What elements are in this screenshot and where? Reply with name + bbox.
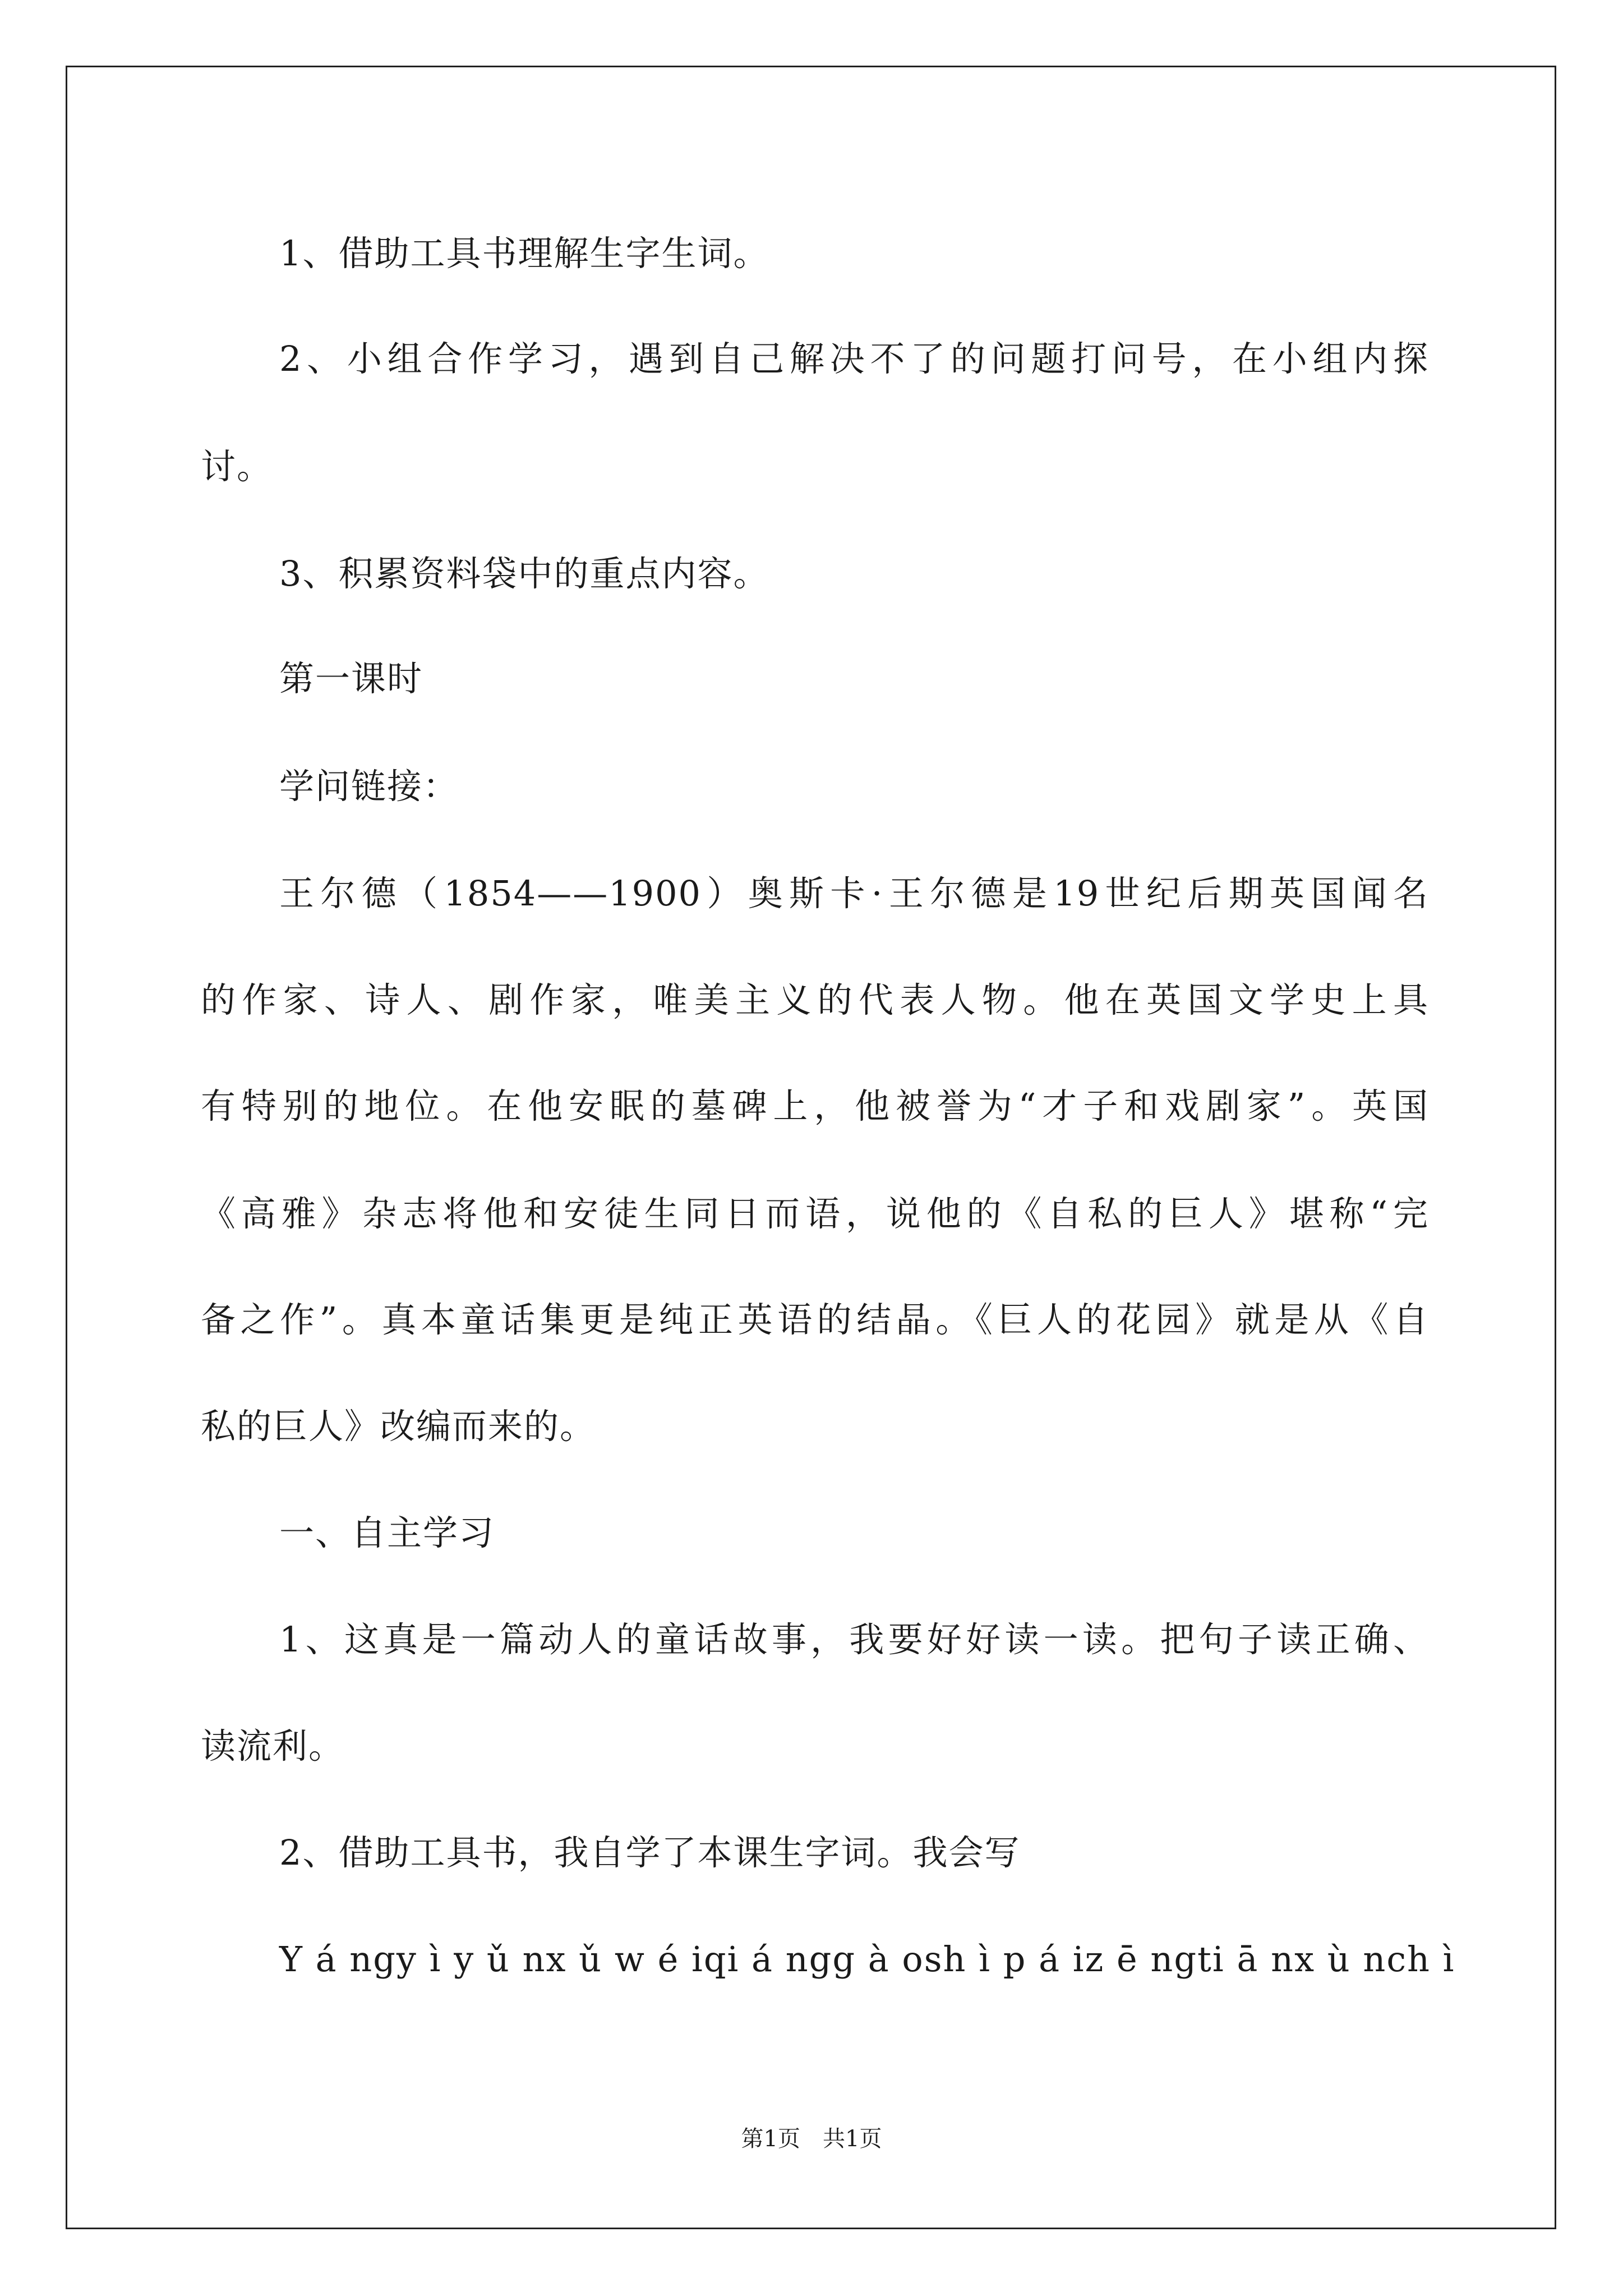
paragraph-line: 讨。 [201, 446, 273, 487]
section-heading: 学问链接： [279, 766, 459, 807]
paragraph-line: 备之作”。真本童话集更是纯正英语的结晶。《巨人的花园》就是从《自 [201, 1299, 1429, 1340]
page-number: 第1页 共1页 [741, 2126, 882, 2152]
section-heading: 第一课时 [279, 658, 423, 699]
paragraph-line: 读流利。 [201, 1726, 345, 1766]
paragraph-line: 王尔德（1854——1900）奥斯卡·王尔德是19世纪后期英国闻名 [279, 873, 1429, 914]
paragraph-line: 1、这真是一篇动人的童话故事，我要好好读一读。把句子读正确、 [279, 1619, 1429, 1660]
page-border [66, 66, 1556, 2229]
paragraph-line: 2、小组合作学习，遇到自己解决不了的问题打问号，在小组内探 [279, 338, 1429, 379]
paragraph-line: 3、积累资料袋中的重点内容。 [279, 553, 769, 594]
paragraph-line: 2、借助工具书，我自学了本课生字词。我会写 [279, 1832, 1021, 1873]
paragraph-line: 私的巨人》改编而来的。 [201, 1406, 596, 1447]
paragraph-line: 1、借助工具书理解生字生词。 [279, 233, 769, 274]
paragraph-line: 《高雅》杂志将他和安徒生同日而语，说他的《自私的巨人》堪称“完 [201, 1193, 1429, 1234]
paragraph-line: 有特别的地位。在他安眠的墓碑上，他被誉为“才子和戏剧家”。英国 [201, 1085, 1429, 1126]
section-heading: 一、自主学习 [279, 1512, 495, 1553]
pinyin-line: Y á ngy ì y ǔ nx ǔ w é iqi á ngg à osh ì p á iz ē ngti ā nx ù nch ì [279, 1939, 1455, 1980]
paragraph-line: 的作家、诗人、剧作家，唯美主义的代表人物。他在英国文学史上具 [201, 979, 1429, 1020]
